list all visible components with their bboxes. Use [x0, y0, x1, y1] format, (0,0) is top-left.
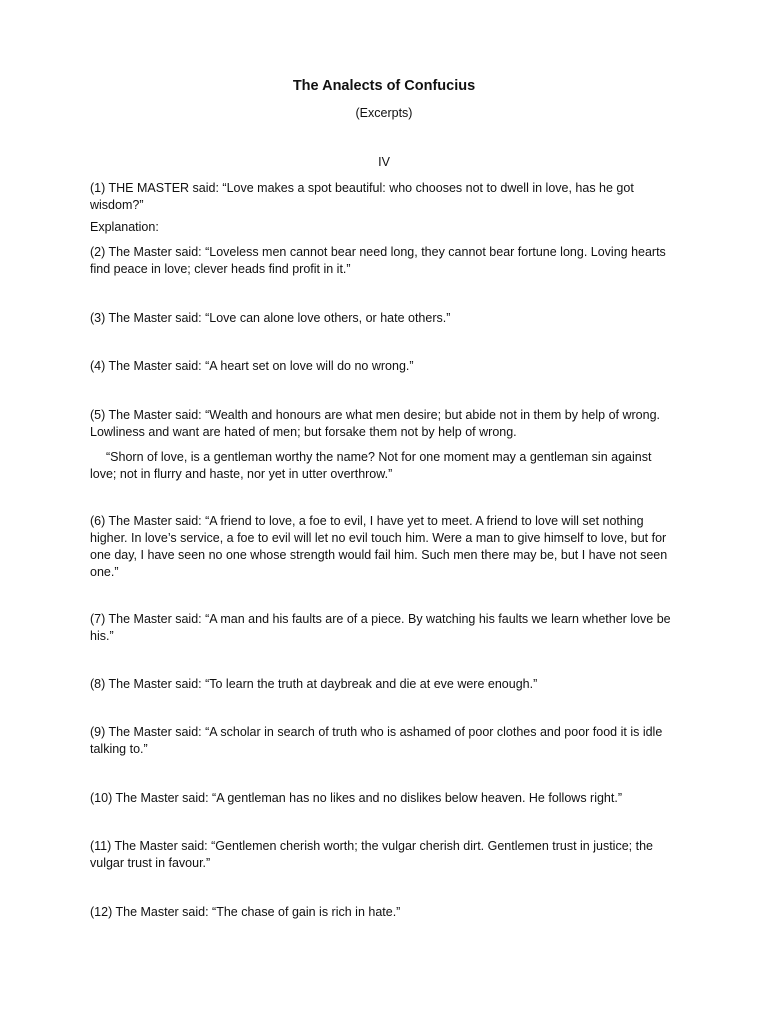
- paragraph-5-continued: “Shorn of love, is a gentleman worthy the name? Not for one moment may a gentleman sin against love; not in flurry and haste, nor yet in utter overthrow.”: [90, 450, 652, 481]
- paragraph-12: (12) The Master said: “The chase of gain is rich in hate.”: [90, 905, 401, 919]
- paragraph-7: (7) The Master said: “A man and his faults are of a piece. By watching his faults we learn whether love be his.”: [90, 612, 671, 643]
- paragraph-6: (6) The Master said: “A friend to love, a foe to evil, I have yet to meet. A friend to love will set nothing higher. In love’s service, a foe to evil will let no evil touch him. Were a man to give himself to love, but for one day, I have seen no one whose strength would fail him. Such men there may be, but I have not seen one.”: [90, 514, 668, 579]
- paragraph-11: (11) The Master said: “Gentlemen cherish worth; the vulgar cherish dirt. Gentlemen trust in justice; the vulgar trust in favour.”: [90, 839, 653, 870]
- section-heading: IV: [378, 155, 390, 169]
- paragraph-10: (10) The Master said: “A gentleman has no likes and no dislikes below heaven. He follows right.”: [90, 791, 622, 805]
- paragraph-5: (5) The Master said: “Wealth and honours are what men desire; but abide not in them by help of wrong. Lowliness and want are hated of men; but forsake them not by help of wrong.: [90, 408, 660, 439]
- paragraph-3: (3) The Master said: “Love can alone love others, or hate others.”: [90, 311, 451, 325]
- paragraph-2: (2) The Master said: “Loveless men cannot bear need long, they cannot bear fortune long. Loving hearts find peace in love; clever heads find profit in it.”: [90, 245, 666, 276]
- paragraph-8: (8) The Master said: “To learn the truth at daybreak and die at eve were enough.”: [90, 677, 538, 691]
- document-subtitle: (Excerpts): [355, 106, 413, 120]
- paragraph-1: (1) THE MASTER said: “Love makes a spot beautiful: who chooses not to dwell in love, has he got wisdom?”: [90, 181, 634, 212]
- paragraph-9: (9) The Master said: “A scholar in search of truth who is ashamed of poor clothes and poor food it is idle talking to.”: [90, 725, 663, 756]
- paragraph-4: (4) The Master said: “A heart set on love will do no wrong.”: [90, 359, 414, 373]
- document-title: The Analects of Confucius: [292, 78, 476, 94]
- paragraph-explanation: Explanation:: [90, 220, 159, 234]
